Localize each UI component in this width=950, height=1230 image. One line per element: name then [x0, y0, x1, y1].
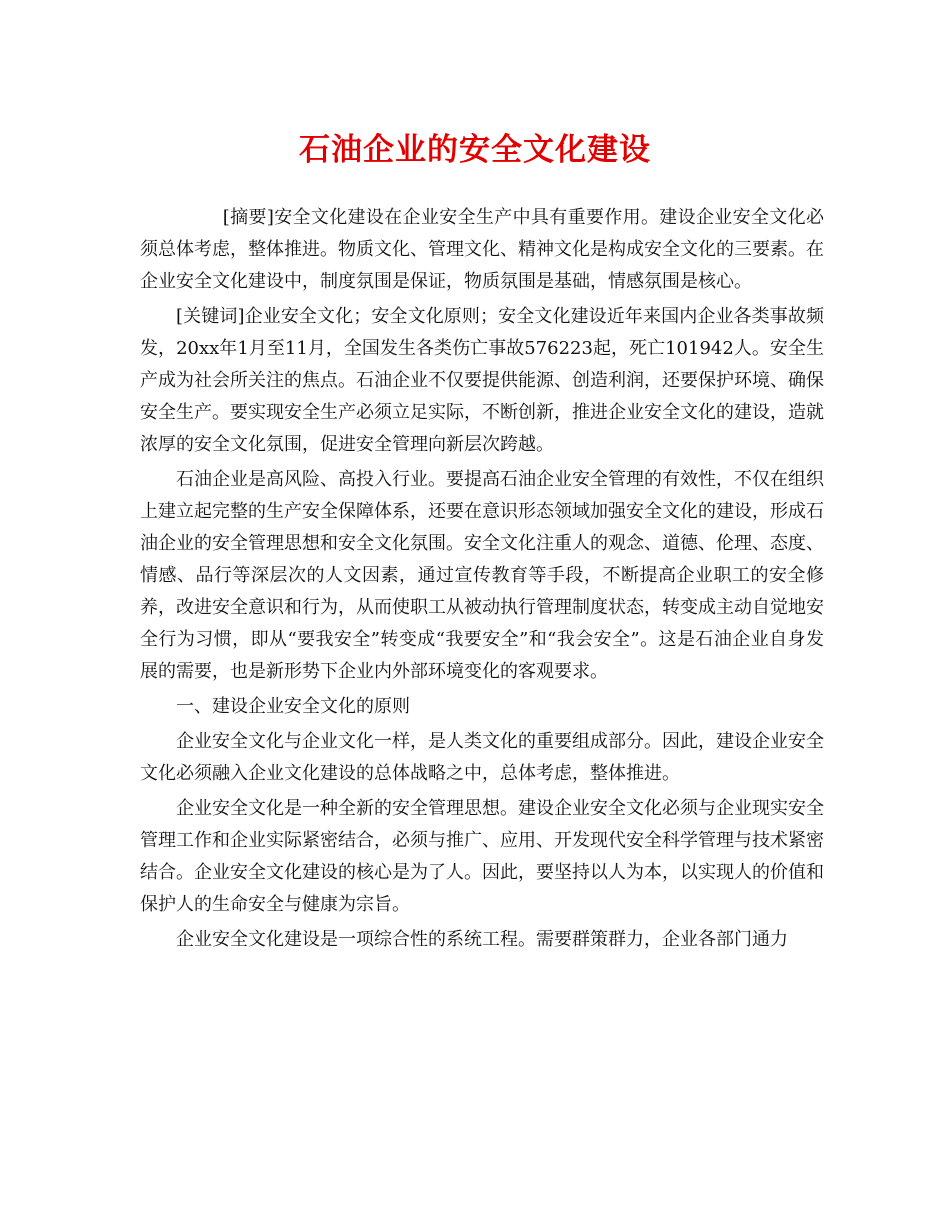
abstract-paragraph: [摘要]安全文化建设在企业安全生产中具有重要作用。建设企业安全文化必须总体考虑，整体推进。物质文化、管理文化、精神文化是构成安全文化的三要素。在企业安全文化建设中，制度氛围是保证，物质氛围是基础，情感氛围是核心。 — [140, 207, 824, 292]
document-body — [140, 202, 824, 959]
body-paragraph: 企业安全文化建设是一项综合性的系统工程。需要群策群力，企业各部门通力 — [176, 929, 788, 950]
document-title: 石油企业的安全文化建设 — [299, 132, 651, 168]
body-paragraph: 企业安全文化是一种全新的安全管理思想。建设企业安全文化必须与企业现实安全管理工作和企业实际紧密结合，必须与推广、应用、开发现代安全科学管理与技术紧密结合。企业安全文化建设的核心是为了人。因此，要坚持以人为本，以实现人的价值和保护人的生命安全与健康为宗旨。 — [140, 798, 824, 915]
section-heading: 一、建设企业安全文化的原则 — [176, 696, 410, 717]
body-paragraph: 石油企业是高风险、高投入行业。要提高石油企业安全管理的有效性，不仅在组织上建立起完整的生产安全保障体系，还要在意识形态领域加强安全文化的建设，形成石油企业的安全管理思想和安全文化氛围。安全文化注重人的观念、道德、伦理、态度、情感、品行等深层次的人文因素，通过宣传教育等手段，不断提高企业职工的安全修养，改进安全意识和行为，从而使职工从被动执行管理制度状态，转变成主动自觉地安全行为习惯，即从“要我安全”转变成“我要安全”和“我会安全”。这是石油企业自身发展的需要，也是新形势下企业内外部环境变化的客观要求。 — [140, 469, 824, 682]
keywords-paragraph: [关键词]企业安全文化；安全文化原则；安全文化建设近年来国内企业各类事故频发，20xx年1月至11月，全国发生各类伤亡事故576223起，死亡101942人。安全生产成为社会所关注的焦点。石油企业不仅要提供能源、创造利润，还要保护环境、确保安全生产。要实现安全生产必须立足实际，不断创新，推进企业安全文化的建设，造就浓厚的安全文化氛围，促进安全管理向新层次跨越。 — [140, 306, 824, 455]
body-paragraph: 企业安全文化与企业文化一样，是人类文化的重要组成部分。因此，建设企业安全文化必须融入企业文化建设的总体战略之中，总体考虑，整体推进。 — [140, 731, 824, 784]
